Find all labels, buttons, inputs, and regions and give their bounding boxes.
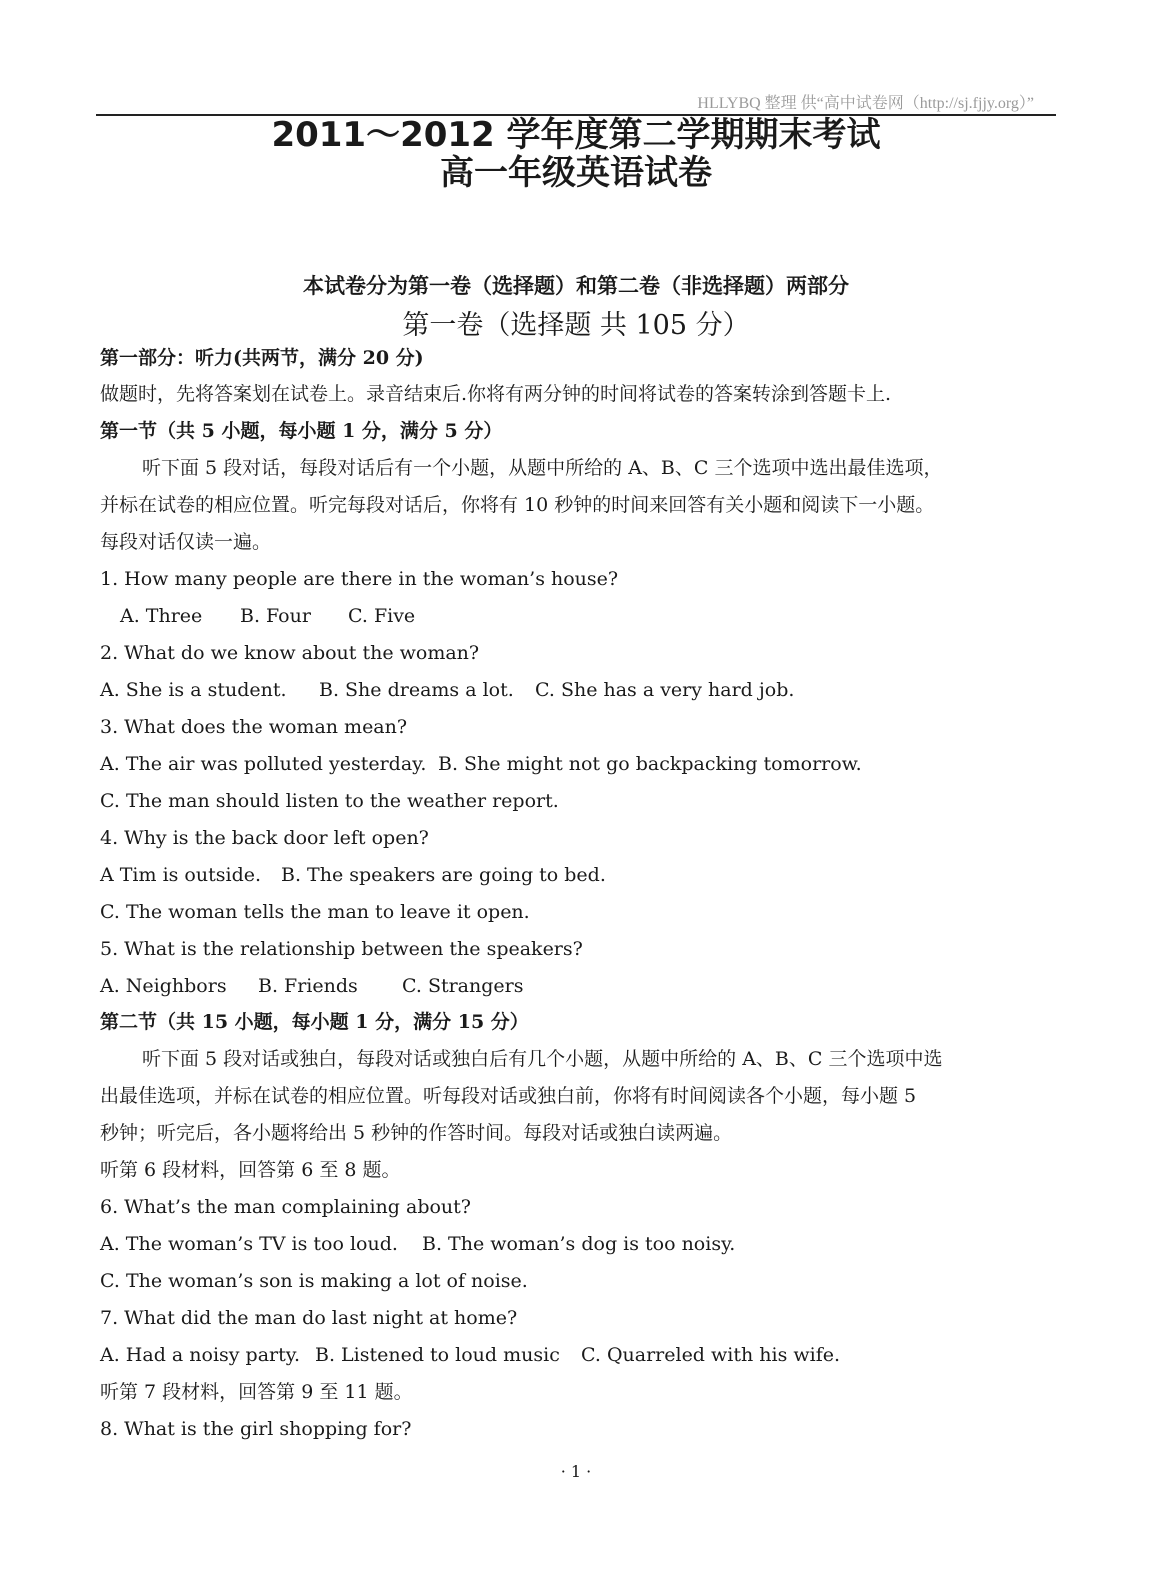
q7-option-a: A. Had a noisy party. bbox=[100, 1344, 301, 1366]
question-7: 7. What did the man do last night at home? bbox=[100, 1307, 518, 1329]
q4-option-b: B. The speakers are going to bed. bbox=[281, 864, 606, 886]
question-2-options bbox=[100, 677, 794, 703]
question-4: 4. Why is the back door left open? bbox=[100, 827, 429, 849]
question-3-options-ab bbox=[100, 751, 862, 777]
question-1: 1. How many people are there in the woman’s house? bbox=[100, 568, 619, 590]
question-8: 8. What is the girl shopping for? bbox=[100, 1418, 412, 1440]
q2-option-b: B. She dreams a lot. bbox=[319, 679, 514, 701]
q5-option-c: C. Strangers bbox=[402, 975, 524, 997]
material-6-instruction: 听第 6 段材料，回答第 6 至 8 题。 bbox=[100, 1159, 401, 1181]
q4-option-a: A Tim is outside. bbox=[100, 864, 262, 886]
page-number: · 1 · bbox=[560, 1462, 592, 1481]
section2-heading: 第二节（共 15 小题，每小题 1 分，满分 15 分） bbox=[100, 1011, 529, 1033]
q3-option-c: C. The man should listen to the weather report. bbox=[100, 790, 559, 812]
q2-option-a: A. She is a student. bbox=[100, 679, 287, 701]
part1-instruction: 做题时，先将答案划在试卷上。录音结束后.你将有两分钟的时间将试卷的答案转涂到答题卡上. bbox=[100, 383, 892, 405]
q6-option-c: C. The woman’s son is making a lot of noise. bbox=[100, 1270, 528, 1292]
section1-paragraph-line2: 并标在试卷的相应位置。听完每段对话后，你将有 10 秒钟的时间来回答有关小题和阅读下一小题。 bbox=[100, 494, 935, 516]
q1-option-b: B. Four bbox=[240, 605, 311, 627]
section1-paragraph-line3: 每段对话仅读一遍。 bbox=[100, 531, 272, 553]
question-5-options bbox=[100, 973, 523, 999]
q7-option-c: C. Quarreled with his wife. bbox=[581, 1344, 841, 1366]
volume-title: 第一卷（选择题 共 105 分） bbox=[402, 310, 750, 341]
q6-option-a: A. The woman’s TV is too loud. bbox=[100, 1233, 398, 1255]
exam-structure-note: 本试卷分为第一卷（选择题）和第二卷（非选择题）两部分 bbox=[303, 273, 849, 298]
q2-option-c: C. She has a very hard job. bbox=[535, 679, 795, 701]
q1-option-c: C. Five bbox=[348, 605, 416, 627]
section2-paragraph-line2: 出最佳选项，并标在试卷的相应位置。听每段对话或独白前，你将有时间阅读各个小题，每小题 5 bbox=[100, 1085, 917, 1107]
q5-option-a: A. Neighbors bbox=[100, 975, 227, 997]
part1-heading: 第一部分：听力(共两节，满分 20 分) bbox=[100, 347, 424, 369]
section1-heading: 第一节（共 5 小题，每小题 1 分，满分 5 分） bbox=[100, 420, 503, 442]
section1-paragraph-line1: 听下面 5 段对话，每段对话后有一个小题，从题中所给的 A、B、C 三个选项中选出最佳选项， bbox=[142, 457, 943, 479]
q3-option-b: B. She might not go backpacking tomorrow. bbox=[438, 753, 862, 775]
section2-paragraph-line1: 听下面 5 段对话或独白，每段对话或独白后有几个小题，从题中所给的 A、B、C 三个选项中选 bbox=[142, 1048, 943, 1070]
question-6-options-ab bbox=[100, 1231, 735, 1257]
section2-paragraph-line3: 秒钟；听完后，各小题将给出 5 秒钟的作答时间。每段对话或独白读两遍。 bbox=[100, 1122, 733, 1144]
exam-title-line1: 2011～2012 学年度第二学期期末考试 bbox=[271, 115, 881, 155]
q5-option-b: B. Friends bbox=[258, 975, 358, 997]
question-1-options bbox=[120, 603, 415, 629]
q3-option-a: A. The air was polluted yesterday. bbox=[100, 753, 427, 775]
q4-option-c: C. The woman tells the man to leave it open. bbox=[100, 901, 530, 923]
question-5: 5. What is the relationship between the speakers? bbox=[100, 938, 583, 960]
header-source-note: HLLYBQ 整理 供“高中试卷网（http://sj.fjjy.org）” bbox=[697, 95, 1034, 112]
question-4-options-ab bbox=[100, 862, 606, 888]
question-2: 2. What do we know about the woman? bbox=[100, 642, 480, 664]
exam-title-line2: 高一年级英语试卷 bbox=[440, 153, 712, 193]
question-7-options bbox=[100, 1342, 840, 1368]
q1-option-a: A. Three bbox=[120, 605, 203, 627]
material-7-instruction: 听第 7 段材料，回答第 9 至 11 题。 bbox=[100, 1381, 413, 1403]
question-6: 6. What’s the man complaining about? bbox=[100, 1196, 471, 1218]
question-3: 3. What does the woman mean? bbox=[100, 716, 408, 738]
q7-option-b: B. Listened to loud music bbox=[315, 1344, 560, 1366]
q6-option-b: B. The woman’s dog is too noisy. bbox=[422, 1233, 736, 1255]
